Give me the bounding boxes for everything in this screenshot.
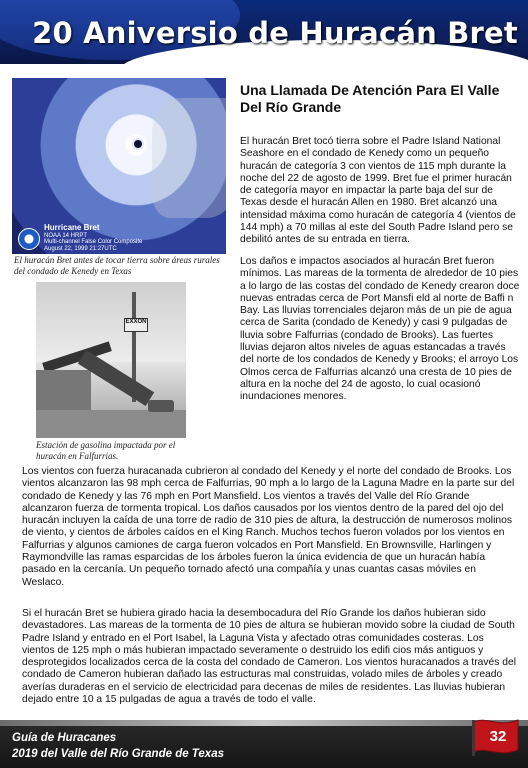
satellite-label: [44, 224, 142, 253]
page-number: 32: [489, 728, 507, 745]
page-footer: [0, 720, 528, 768]
footer-band: [0, 720, 528, 726]
noaa-logo-icon: [18, 228, 40, 250]
footer-publication: [12, 730, 224, 762]
photo-ground: [36, 410, 186, 438]
satellite-caption: El huracán Bret antes de tocar tierra sobre áreas rurales del condado de Kenedy en Texas: [14, 255, 220, 276]
article-paragraph-3: Los vientos con fuerza huracanada cubrieron al condado del Kenedy y el norte del condado de Brooks. Los vientos alcanzaron las 98 mph cerca de Falfurrias, 90 mph a lo largo de la Laguna Madre en la parte sur del condado de Kenedy y las 76 mph en Port Mansfield. Los vientos a través del Valle del Río Grande alcanzaron fuerza de tormenta tropical. Los daños causados por los vientos dentro de la pared del ojo del huracán incluyen la caída de una torre de radio de 310 pies de altura, la destrucción de numerosos molinos de viento, y cientos de árboles caídos en el King Ranch. Muchos techos fueron volados por los vientos en Falfurrias y algunos camiones de carga fueron volcados en Port Mansfield. En Brownsville, Harlingen y Raymondville las ramas esparcidas de los árboles fueron la única evidencia de que un huracán había pasado en la cercanía. Un pequeño tornado afectó una compañía y unas cuantas casas móviles en Weslaco.: [22, 466, 515, 588]
satellite-label-date: August 22, 1999 21:27UTC: [44, 245, 117, 252]
page-title: 20 Aniversio de Huracán Bret: [32, 16, 518, 50]
gas-station-photo: [36, 282, 186, 438]
station-building: [36, 370, 91, 410]
photo-caption: Estación de gasolina impactada por el huracán en Falfurrias.: [36, 440, 176, 461]
footer-line-1: Guía de Huracanes: [12, 732, 117, 744]
satellite-label-type: Multi-channel False Color Composite: [44, 239, 143, 246]
page-header: [0, 0, 528, 64]
article-paragraph-2: Los daños e impactos asociados al huracán Bret fueron mínimos. Las mareas de la tormenta de alrededor de 10 pies a lo largo de las costas del condado de Kenedy crearon doce nuevas entradas cerca de Port Mansfi eld al norte de Baffi n Bay. Las lluvias torrenciales dejaron más de un pie de agua cerca de Sarita (condado de Kenedy) y casi 9 pulgadas de lluvia sobre Falfurrias (condado de Brooks). Las fuertes lluvias dejaron altos niveles de aguas estancadas a través del norte de los condados de Kenedy y Brooks; el arroyo Los Olmos cerca de Falfurrias alcanzó una cresta de 10 pies de altura en la noche del 24 de agosto, lo cual ocasionó inundaciones menores.: [240, 256, 520, 403]
footer-line-2: 2019 del Valle del Río Grande de Texas: [12, 748, 224, 760]
coastline-shape: [152, 98, 226, 218]
parked-car: [148, 400, 174, 412]
article-paragraph-4: Si el huracán Bret se hubiera girado hacia la desembocadura del Río Grande los daños hubieran sido devastadores. Las mareas de la tormenta de 10 pies de altura se hubieran movido sobre la ciudad de South Padre Island y entrado en el Port Isabel, la Laguna Vista y afectado otras comunidades costeras. Los vientos de 125 mph o más hubieran impactado severamente o destruido los edifi cios más antiguos y desprotegidos localizados cerca de la costa del condado de Cameron. Los vientos huracanados a través del condado de Cameron hubieran dañado las estructuras mal construidas, volado miles de árboles y creado averías duraderas en el servicio de electricidad para decenas de miles de residentes. Las lluvias hubieran dejado entre 10 a 15 pulgadas de agua a través de todo el valle.: [22, 608, 516, 706]
satellite-label-name: Hurricane Bret: [44, 223, 100, 232]
satellite-label-source: NOAA 14 HRPT: [44, 232, 88, 239]
article-title: Una Llamada De Atención Para El Valle Del Río Grande: [240, 82, 500, 115]
hurricane-satellite-image: [12, 78, 226, 254]
article-paragraph-1: El huracán Bret tocó tierra sobre el Padre Island National Seashore en el condado de Kenedy como un pequeño huracán de categoría 3 con vientos de 115 mph durante la noche del 22 de agosto de 1999. Bret fue el primer huracán de categoría mayor en impactar la parte baja del sur de Texas desde el huracán Allen en 1980. Bret alcanzó una intensidad máxima como huracán de categoría 4 (vientos de 144 mph) a 70 millas al este del South Padre Island pero se debilitó antes de su entrada en tierra.: [240, 136, 516, 246]
hurricane-eye: [132, 138, 144, 150]
exxon-sign: EXXON: [124, 318, 148, 332]
